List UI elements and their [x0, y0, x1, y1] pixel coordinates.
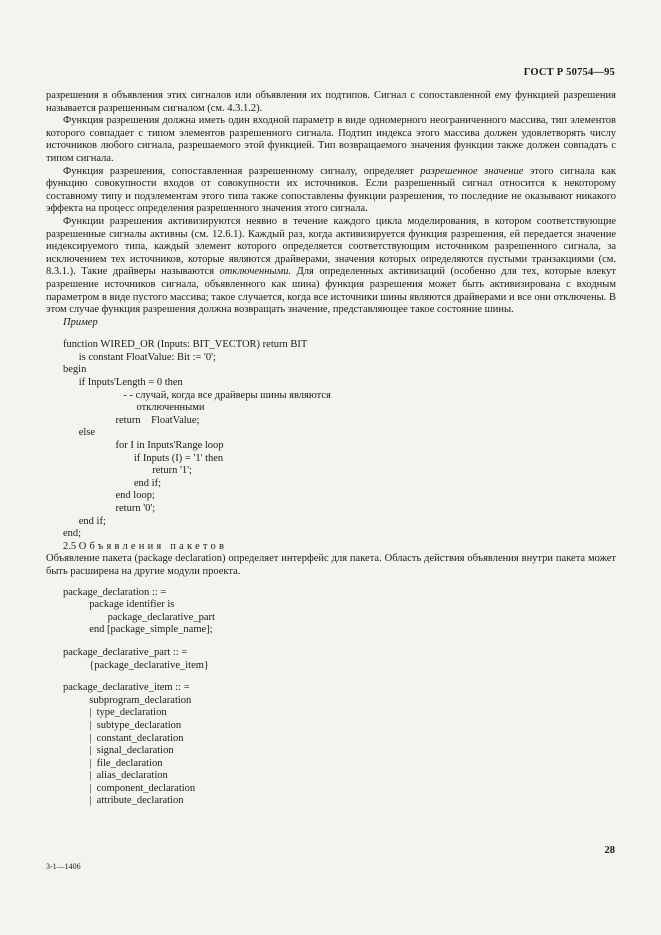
paragraph-2: Функция разрешения должна иметь один входной параметр в виде одномерного неограниченного массива, тип элементов которого совпадает с типом элементов разрешенного сигнала. Подтип индекса этого массива должен удовлетворять числу источников любого сигнала, разрешаемого этой функцией. Тип возвращаемого значения функции также должен совпадать с типом сигнала. [46, 115, 616, 164]
section-number: 2.5 [63, 540, 77, 552]
paragraph-3 [46, 166, 616, 216]
paragraph-3-end: этого сигнала как функцию совокупности входов от совокупности их источников. Если разрешенный сигнал относится к некоторому составному типу и подэлементам этого типа также сопоставлены функции разрешения, то последние не оказывают никакого эффекта на процесс определения разрешенного значения этого сигнала. [46, 165, 616, 215]
section-heading [46, 541, 616, 554]
paragraph-4-end: Для определенных активизаций (особенно для тех, которые влекут разрешение источников сигнала, объявленного как шина) функция разрешения может быть активизирована с входным параметром в виде пустого массива; такое случается, когда все источники шины являются драйверами и все они отключены. В этом случае функция разрешения должна возвращать значение, представляющее такое состояние шины. [46, 266, 616, 316]
section-text: Объявление пакета (package declaration) определяет интерфейс для пакета. Область действия объявления внутри пакета может быть расширена на другие модули проекта. [46, 553, 616, 577]
resolved-value-term: разрешенное значение [420, 165, 524, 177]
grammar-package-declarative-part: package_declarative_part :: = {package_declarative_item} [63, 646, 209, 671]
document-body [46, 90, 616, 808]
page-number: 28 [604, 845, 615, 856]
paragraph-1: разрешения в объявления этих сигналов или объявления их подтипов. Сигнал с сопоставленной ему функцией разрешения называется разрешенным сигналом (см. 4.3.1.2). [46, 90, 616, 114]
section-title: Объявления пакетов [78, 540, 228, 552]
grammar-package-declaration: package_declaration :: = package identifier is package_declarative_part end [package_simple_name]; [63, 586, 215, 636]
paragraph-4-start: Функции разрешения активизируются неявно в течение каждого цикла моделирования, в котором соответствующие разрешенные сигналы активны (см. 12.6.1). Каждый раз, когда активизируется функция разрешения, ей передается значение индексируемого типа, каждый элемент которого определяется соответствующим источником разрешенного сигнала, за исключением тех источников, которые являются драйверами, значения которых определяются пустыми транзакциями (см. 8.3.1.). Такие драйверы называются [46, 215, 616, 278]
paragraph-3-start: Функция разрешения, сопоставленная разрешенному сигналу, определяет [63, 165, 421, 177]
grammar-package-declarative-item: package_declarative_item :: = subprogram_declaration | type_declaration | subtype_declaration | constant_declaration | signal_declaration | file_declaration | alias_declaration | component_declaration | attribute_declaration [63, 682, 196, 807]
example-label: Пример [63, 316, 98, 328]
disconnected-term: отключенными. [219, 266, 292, 278]
paragraph-4 [46, 216, 616, 317]
code-listing: function WIRED_OR (Inputs: BIT_VECTOR) return BIT is constant FloatValue: Bit := '0'; begin if Inputs'Length = 0 then - - случай, когда все драйверы шины являются отключенными return FloatValue; else for I in Inputs'Range loop if Inputs (I) = '1' then return '1'; end if; end loop; return '0'; end if; end; [63, 339, 331, 540]
footer-code: 3-1—1406 [46, 862, 81, 871]
standard-header: ГОСТ Р 50754—95 [523, 67, 615, 78]
